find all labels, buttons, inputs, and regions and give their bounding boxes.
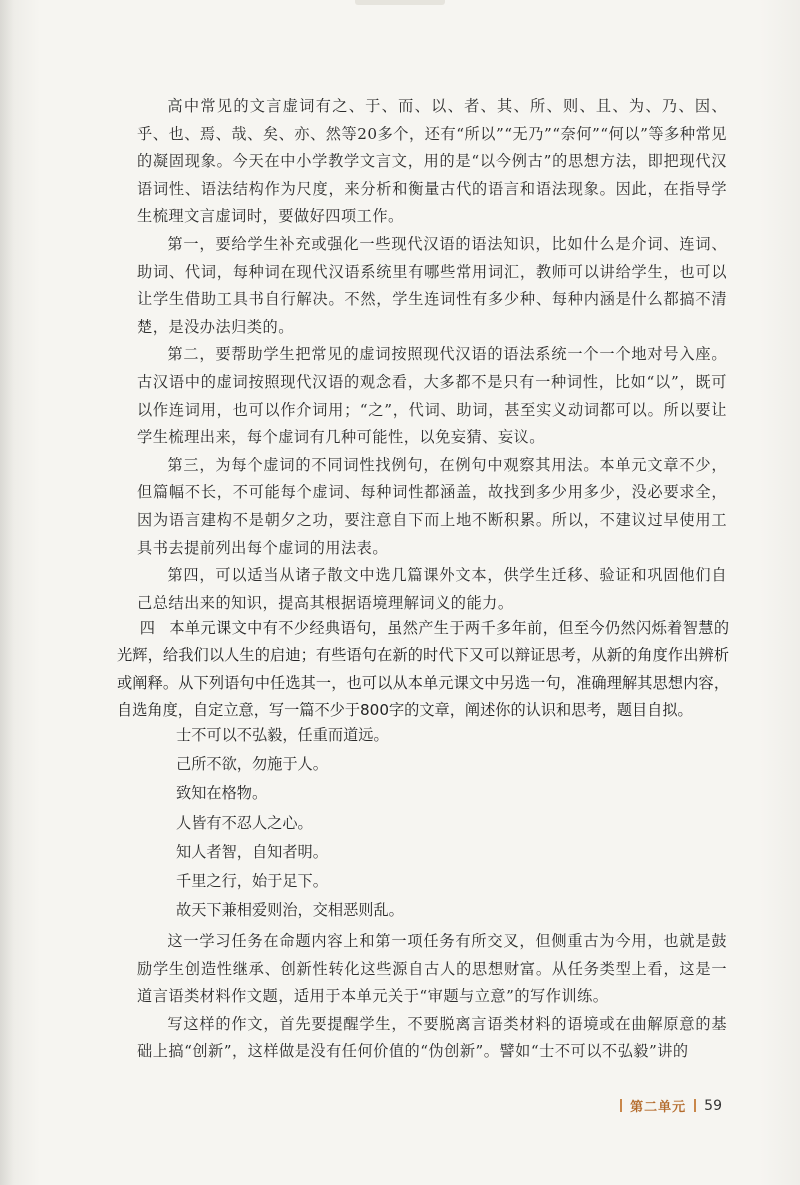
quote-list — [176, 721, 404, 925]
page-footer — [612, 1096, 722, 1115]
guide-paragraph: 第四，可以适当从诸子散文中选几篇课外文本，供学生迁移、验证和巩固他们自己总结出来的知识，提高其根据语境理解词义的能力。 — [137, 566, 727, 612]
guide-paragraph: 写这样的作文，首先要提醒学生，不要脱离言语类材料的语境或在曲解原意的基础上搞“创新”，这样做是没有任何价值的“伪创新”。譬如“士不可以不弘毅”讲的 — [137, 1014, 727, 1061]
quote-item: 士不可以不弘毅，任重而道远。 — [176, 726, 389, 744]
quote-item: 故天下兼相爱则治，交相恶则乱。 — [176, 901, 404, 920]
quote-item: 知人者智，自知者明。 — [176, 842, 328, 861]
top-edge-mark — [355, 0, 445, 5]
guide-paragraph: 这一学习任务在命题内容上和第一项任务有所交叉，但侧重古为今用，也就是鼓励学生创造性继承、创新性转化这些源自古人的思想财富。从任务类型上看，这是一道言语类材料作文题，适用于本单元关于“审题与立意”的写作训练。 — [137, 932, 727, 1006]
teaching-guide-part-2 — [137, 928, 727, 1066]
guide-paragraph: 高中常见的文言虚词有之、于、而、以、者、其、所、则、且、为、乃、因、乎、也、焉、哉、矣、亦、然等20多个，还有“所以”“无乃”“奈何”“何以”等多种常见的凝固现象。今天在中小学教学文言文，用的是“以今例古”的思想方法，即把现代汉语词性、语法结构作为尺度，来分析和衡量古代的语言和语法现象。因此，在指导学生梳理文言虚词时，要做好四项工作。 — [137, 97, 727, 226]
guide-paragraph: 第三，为每个虚词的不同词性找例句，在例句中观察其用法。本单元文章不少，但篇幅不长，不可能每个虚词、每种词性都涵盖，故找到多少用多少，没必要求全，因为语言建构不是朝夕之功，要注意自下而上地不断积累。所以，不建议过早使用工具书去提前列出每个虚词的用法表。 — [137, 455, 727, 557]
footer-divider — [620, 1099, 622, 1112]
quote-item: 己所不欲，勿施于人。 — [176, 755, 328, 774]
task-number: 四 — [139, 619, 156, 637]
guide-paragraph: 第二，要帮助学生把常见的虚词按照现代汉语的语法系统一个一个地对号入座。古汉语中的虚词按照现代汉语的观念看，大多都不是只有一种词性，比如“以”，既可以作连词用，也可以作介词用；“之”，代词、助词，甚至实义动词都可以。所以要让学生梳理出来，每个虚词有几种可能性，以免妄猜、妄议。 — [137, 345, 727, 447]
quote-item: 人皆有不忍人之心。 — [176, 813, 313, 832]
quote-item: 千里之行，始于足下。 — [176, 872, 328, 891]
task-paragraph — [117, 615, 729, 725]
guide-paragraph: 第一，要给学生补充或强化一些现代汉语的语法知识，比如什么是介词、连词、助词、代词，每种词在现代汉语系统里有哪些常用词汇，教师可以讲给学生，也可以让学生借助工具书自行解决。不然，学生连词性有多少种、每种内涵是什么都搞不清楚，是没办法归类的。 — [137, 234, 727, 336]
task-text: 本单元课文中有不少经典语句，虽然产生于两千多年前，但至今仍然闪烁着智慧的光辉，给我们以人生的启迪；有些语句在新的时代下又可以辩证思考，从新的角度作出辨析或阐释。从下列语句中任选其一，也可以从本单元课文中另选一句，准确理解其思想内容，自选角度，自定立意，写一篇不少于800字的文章，阐述你的认识和思考，题目自拟。 — [117, 619, 730, 720]
teaching-guide-part-1 — [137, 93, 727, 617]
unit-label: 第二单元 — [630, 1100, 687, 1115]
writing-task — [117, 615, 729, 725]
page-number: 59 — [704, 1097, 722, 1114]
quote-item: 致知在格物。 — [176, 784, 268, 803]
footer-divider — [694, 1099, 696, 1112]
